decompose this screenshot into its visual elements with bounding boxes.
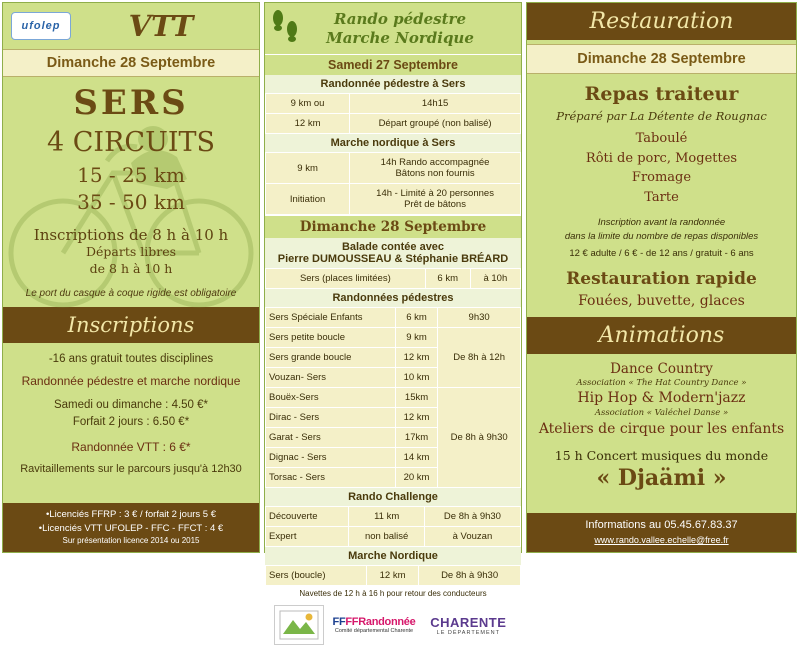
- animation-assoc: Association « The Hat Country Dance »: [576, 377, 747, 388]
- cell-info-line2: Prêt de bâtons: [404, 199, 466, 210]
- cell-name: Sers (boucle): [266, 566, 367, 586]
- cell-name: Vouzan- Sers: [266, 368, 396, 388]
- animation-name: Hip Hop & Modern'jazz: [577, 390, 746, 407]
- repas-prepared-by: Préparé par La Détente de Rougnac: [556, 109, 767, 123]
- column-rando-pedestre: [264, 2, 522, 636]
- menu-item: Rôti de porc, Mogettes: [585, 150, 738, 166]
- cell-name: Bouëx-Sers: [266, 388, 396, 408]
- subband-rando-sers: Randonnée pédestre à Sers: [265, 75, 521, 93]
- vtt-place: SERS: [73, 83, 189, 123]
- cell-distance: 12 km: [266, 114, 350, 134]
- vtt-circuits: 4 CIRCUITS: [47, 127, 215, 158]
- footnote-licence: Sur présentation licence 2014 ou 2015: [62, 536, 200, 546]
- column-restauration: [526, 2, 797, 553]
- band-dimanche: Dimanche 28 Septembre: [265, 215, 521, 238]
- vtt-km: [3, 162, 259, 216]
- table-challenge: [265, 506, 521, 547]
- restauration-rapide-items: Fouées, buvette, glaces: [578, 292, 745, 309]
- table-row: [266, 507, 521, 527]
- cell-distance: 12 km: [395, 408, 437, 428]
- cell-distance: 9 km: [266, 153, 350, 184]
- cell-name: Garat - Sers: [266, 428, 396, 448]
- subband-challenge: Rando Challenge: [265, 488, 521, 506]
- ffrandonnee-subtext: Comité départemental Charente: [334, 627, 414, 634]
- cell-distance: 12 km: [366, 566, 418, 586]
- band-animations: Animations: [527, 317, 796, 354]
- contact-footer: [527, 513, 796, 552]
- balade-line1: Balade contée avec: [341, 241, 445, 253]
- vtt-km-line2: 35 - 50 km: [77, 190, 185, 214]
- cell-info: [350, 184, 521, 215]
- concert-line: 15 h Concert musiques du monde: [554, 448, 769, 464]
- band-restauration: Restauration: [527, 3, 796, 40]
- logo-charente: [424, 606, 512, 644]
- contact-mail[interactable]: www.rando.vallee.echelle@free.fr: [594, 534, 729, 545]
- table-row: [266, 566, 521, 586]
- logo-sponsor-1: [274, 605, 324, 645]
- cell-time: Départ groupé (non balisé): [350, 114, 521, 134]
- cell-distance: non balisé: [349, 527, 424, 547]
- ravitaillement-note: Ravitaillements sur le parcours jusqu'à 12h30: [20, 463, 242, 476]
- concert-name: « Djaämi »: [596, 465, 727, 492]
- menu-item: Taboulé: [635, 131, 688, 146]
- helmet-note: Le port du casque à coque rigide est obligatoire: [25, 287, 237, 299]
- charente-text: CHARENTE: [430, 614, 507, 630]
- repas-title: Repas traiteur: [584, 83, 739, 105]
- vtt-departs-label: Départs libres: [85, 244, 177, 259]
- price-forfait: Forfait 2 jours : 6.50 €*: [72, 416, 190, 428]
- inscriptions-body: [3, 343, 259, 503]
- cell-name: Sers petite boucle: [266, 328, 396, 348]
- price-sam-dim: Samedi ou dimanche : 4.50 €*: [53, 398, 209, 411]
- inscriptions-band: Inscriptions: [3, 307, 259, 343]
- partner-logos: [265, 601, 521, 647]
- cell-time: 14h15: [350, 94, 521, 114]
- contact-phone: Informations au 05.45.67.83.37: [585, 519, 738, 532]
- cell-name: Sers grande boucle: [266, 348, 396, 368]
- logo-ffrandonnee: [333, 606, 415, 644]
- repas-note-line1: Inscription avant la randonnée: [597, 217, 726, 228]
- cell-distance: 20 km: [395, 468, 437, 488]
- menu-item: Fromage: [631, 170, 692, 185]
- ffrandonnee-text-pink: FFRandonnée: [345, 615, 416, 628]
- cell-info-line2: Bâtons non fournis: [395, 168, 475, 179]
- cell-distance: 14 km: [395, 448, 437, 468]
- repas-inscription-note: [527, 207, 796, 245]
- animation-name: Ateliers de cirque pour les enfants: [538, 420, 785, 437]
- vtt-inscriptions-hours: Inscriptions de 8 h à 10 h: [33, 226, 229, 244]
- vtt-date: Dimanche 28 Septembre: [3, 49, 259, 77]
- free-under16: -16 ans gratuit toutes disciplines: [48, 352, 214, 365]
- footnote-ffrp: •Licenciés FFRP : 3 € / forfait 2 jours 5 €: [45, 508, 216, 520]
- subband-marche-sers: Marche nordique à Sers: [265, 134, 521, 152]
- vtt-departs-hours: de 8 h à 10 h: [89, 260, 173, 276]
- repas-note-line2: dans la limite du nombre de repas disponibles: [564, 231, 759, 243]
- cell-distance: 9 km ou: [266, 94, 350, 114]
- cell-distance: 12 km: [395, 348, 437, 368]
- cell-distance: 15km: [395, 388, 437, 408]
- cell-name: Découverte: [266, 507, 349, 527]
- cell-name: Sers (places limitées): [266, 269, 426, 289]
- pedestre-line: Randonnée pédestre et marche nordique: [21, 373, 241, 388]
- table-row: [266, 184, 521, 215]
- subband-randonnees: Randonnées pédestres: [265, 289, 521, 307]
- animation-assoc: Association « Valéchel Danse »: [594, 408, 729, 419]
- vtt-departs: [3, 244, 259, 278]
- table-marche-nordique: [265, 565, 521, 586]
- cell-time: De 8h à 9h30: [424, 507, 520, 527]
- animations-list: [527, 354, 796, 439]
- column-vtt: [2, 2, 260, 553]
- vtt-footnotes: [3, 503, 259, 552]
- table-row: [266, 308, 521, 328]
- band-samedi: Samedi 27 Septembre: [265, 54, 521, 75]
- navette-note: Navettes de 12 h à 16 h pour retour des conducteurs: [265, 586, 521, 601]
- vtt-km-line1: 15 - 25 km: [77, 163, 185, 187]
- subband-balade: [265, 238, 521, 268]
- cell-distance: 6 km: [425, 269, 470, 289]
- restauration-rapide-title: Restauration rapide: [566, 268, 757, 289]
- table-row: [266, 94, 521, 114]
- cell-distance: 10 km: [395, 368, 437, 388]
- cell-time: De 8h à 9h30: [419, 566, 521, 586]
- table-row: [266, 527, 521, 547]
- ffrandonnee-text: FFFFRandonnée: [332, 615, 416, 628]
- repas-price: 12 € adulte / 6 € - de 12 ans / gratuit - 6 ans: [569, 247, 754, 259]
- rando-logo-icon: [279, 610, 319, 640]
- menu-list: [527, 129, 796, 207]
- table-rando-sers: [265, 93, 521, 134]
- cell-time: à Vouzan: [424, 527, 520, 547]
- cell-name: Expert: [266, 527, 349, 547]
- logo-row: [3, 3, 259, 43]
- cell-distance: 11 km: [349, 507, 424, 527]
- ufolep-logo: [11, 12, 71, 40]
- menu-item: Tarte: [644, 189, 679, 205]
- subband-marche-nordique: Marche Nordique: [265, 547, 521, 565]
- cell-time: De 8h à 9h30: [438, 388, 521, 488]
- table-row: [266, 153, 521, 184]
- cell-distance: 17km: [395, 428, 437, 448]
- cell-time: 9h30: [438, 308, 521, 328]
- cell-distance: Initiation: [266, 184, 350, 215]
- table-row: [266, 388, 521, 408]
- footprints-icon: [269, 7, 303, 51]
- cell-time: à 10h: [470, 269, 520, 289]
- animation-name: Dance Country: [610, 360, 713, 377]
- rando-title-line2: Marche Nordique: [326, 29, 474, 47]
- table-balade: [265, 268, 521, 289]
- charente-subtext: LE DÉPARTEMENT: [436, 629, 500, 636]
- table-row: [266, 328, 521, 348]
- cell-time: De 8h à 12h: [438, 328, 521, 388]
- rando-title: [303, 10, 497, 49]
- cell-name: Dignac - Sers: [266, 448, 396, 468]
- cell-info-line1: 14h - Limité à 20 personnes: [376, 188, 494, 199]
- table-randonnees: [265, 307, 521, 488]
- rando-header: [265, 3, 521, 54]
- cell-distance: 9 km: [395, 328, 437, 348]
- cell-name: Sers Spéciale Enfants: [266, 308, 396, 328]
- rando-title-line1: Rando pédestre: [333, 9, 467, 28]
- table-row: [266, 269, 521, 289]
- footnote-vtt: •Licenciés VTT UFOLEP - FFC - FFCT : 4 €: [38, 522, 224, 534]
- table-row: [266, 114, 521, 134]
- vtt-title: VTT: [128, 9, 194, 43]
- cell-info-line1: 14h Rando accompagnée: [380, 157, 490, 168]
- cell-name: Dirac - Sers: [266, 408, 396, 428]
- vtt-header: [3, 3, 259, 307]
- balade-line2: Pierre DUMOUSSEAU & Stéphanie BRÉARD: [277, 253, 509, 265]
- cell-distance: 6 km: [395, 308, 437, 328]
- cell-name: Torsac - Sers: [266, 468, 396, 488]
- price-vtt: Randonnée VTT : 6 €*: [71, 440, 191, 455]
- cell-info: [350, 153, 521, 184]
- ufolep-logo-text: ufolep: [21, 20, 61, 32]
- restauration-date: Dimanche 28 Septembre: [527, 44, 796, 74]
- table-marche-sers: [265, 152, 521, 215]
